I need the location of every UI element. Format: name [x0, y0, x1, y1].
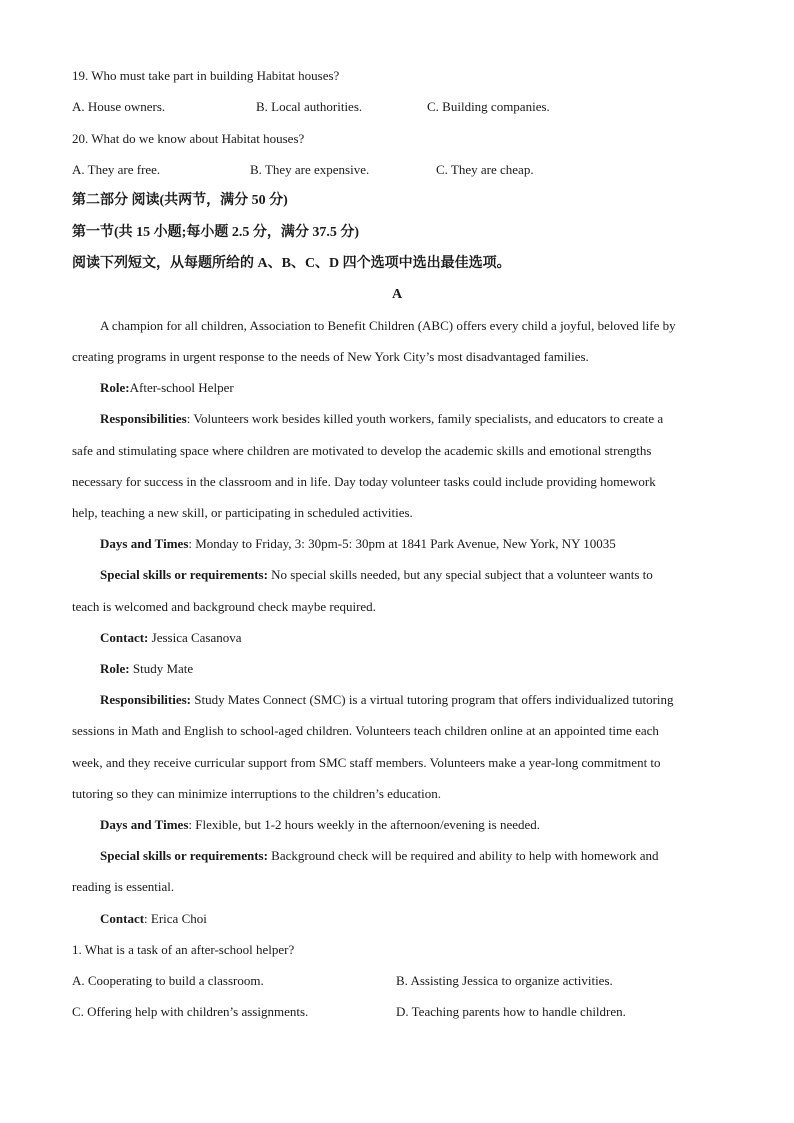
role1-responsibilities-line-1	[100, 411, 663, 427]
passage-intro-line-1: A champion for all children, Association to Benefit Children (ABC) offers every child a joyful, beloved life by	[100, 318, 676, 333]
q19-option-a: A. House owners.	[72, 99, 166, 114]
passage-label: A	[391, 287, 403, 302]
role1-skills-text-2: teach is welcomed and background check maybe required.	[72, 599, 376, 614]
role2-days-value: : Flexible, but 1-2 hours weekly in the afternoon/evening is needed.	[188, 817, 541, 832]
q1-option-a: A. Cooperating to build a classroom.	[72, 973, 264, 988]
role1-contact-value: Jessica Casanova	[148, 630, 242, 645]
role1-days-line	[100, 536, 616, 552]
role2-contact-line	[100, 911, 207, 927]
section-one-heading: 第一节(共 15 小题;每小题 2.5 分，满分 37.5 分)	[72, 225, 359, 240]
q20-option-c: C. They are cheap.	[436, 162, 534, 177]
role2-resp-text-2: sessions in Math and English to school-aged children. Volunteers teach children online at an appointed time each	[72, 723, 659, 738]
q20-option-b: B. They are expensive.	[250, 162, 370, 177]
role1-resp-text-3: necessary for success in the classroom and in life. Day today volunteer tasks could include providing homework	[72, 474, 656, 489]
role2-days-label: Days and Times	[100, 817, 189, 832]
role2-days-line	[100, 817, 540, 833]
role1-contact-line	[100, 630, 242, 646]
passage-intro-line-2: creating programs in urgent response to the needs of New York City’s most disadvantaged families.	[72, 349, 589, 364]
role2-label: Role:	[100, 661, 130, 676]
q1-option-d: D. Teaching parents how to handle children.	[396, 1004, 626, 1019]
role1-resp-text-2: safe and stimulating space where children are motivated to develop the academic skills and emotional strengths	[72, 443, 652, 458]
role2-skills-label: Special skills or requirements:	[100, 848, 268, 863]
role1-value: After-school Helper	[129, 380, 234, 395]
question-1: 1. What is a task of an after-school helper?	[72, 942, 295, 957]
role2-resp-label: Responsibilities:	[100, 692, 192, 707]
role2-value: Study Mate	[129, 661, 194, 676]
role1-days-label: Days and Times	[100, 536, 189, 551]
role1-skills-line-1	[100, 567, 653, 583]
role2-skills-line-1	[100, 848, 659, 864]
role2-contact-value: : Erica Choi	[144, 911, 207, 926]
role2-line	[100, 661, 193, 677]
role1-contact-label: Contact:	[100, 630, 149, 645]
role2-resp-text-1: Study Mates Connect (SMC) is a virtual tutoring program that offers individualized tutoring	[191, 692, 674, 707]
role1-days-value: : Monday to Friday, 3: 30pm-5: 30pm at 1841 Park Avenue, New York, NY 10035	[188, 536, 616, 551]
q19-option-b: B. Local authorities.	[256, 99, 363, 114]
role2-responsibilities-line-1	[100, 692, 674, 708]
role1-skills-label: Special skills or requirements:	[100, 567, 268, 582]
role2-skills-text-1: Background check will be required and ability to help with homework and	[267, 848, 659, 863]
role1-line	[100, 380, 234, 396]
role1-resp-label: Responsibilities	[100, 411, 187, 426]
role1-label: Role:	[100, 380, 130, 395]
role1-resp-text-4: help, teaching a new skill, or participating in scheduled activities.	[72, 505, 413, 520]
reading-instruction: 阅读下列短文，从每题所给的 A、B、C、D 四个选项中选出最佳选项。	[72, 256, 511, 271]
q20-option-a: A. They are free.	[72, 162, 161, 177]
role1-resp-text-1: : Volunteers work besides killed youth workers, family specialists, and educators to create a	[186, 411, 664, 426]
q1-option-c: C. Offering help with children’s assignments.	[72, 1004, 309, 1019]
section-part-two: 第二部分 阅读(共两节，满分 50 分)	[72, 193, 288, 208]
role1-skills-text-1: No special skills needed, but any special subject that a volunteer wants to	[267, 567, 653, 582]
question-20: 20. What do we know about Habitat houses?	[72, 131, 305, 146]
role2-contact-label: Contact	[100, 911, 145, 926]
role2-skills-text-2: reading is essential.	[72, 879, 175, 894]
role2-resp-text-3: week, and they receive curricular support from SMC staff members. Volunteers make a year-long commitment to	[72, 755, 661, 770]
q1-option-b: B. Assisting Jessica to organize activities.	[396, 973, 613, 988]
question-19: 19. Who must take part in building Habitat houses?	[72, 68, 340, 83]
q19-option-c: C. Building companies.	[427, 99, 550, 114]
role2-resp-text-4: tutoring so they can minimize interruptions to the children’s education.	[72, 786, 441, 801]
